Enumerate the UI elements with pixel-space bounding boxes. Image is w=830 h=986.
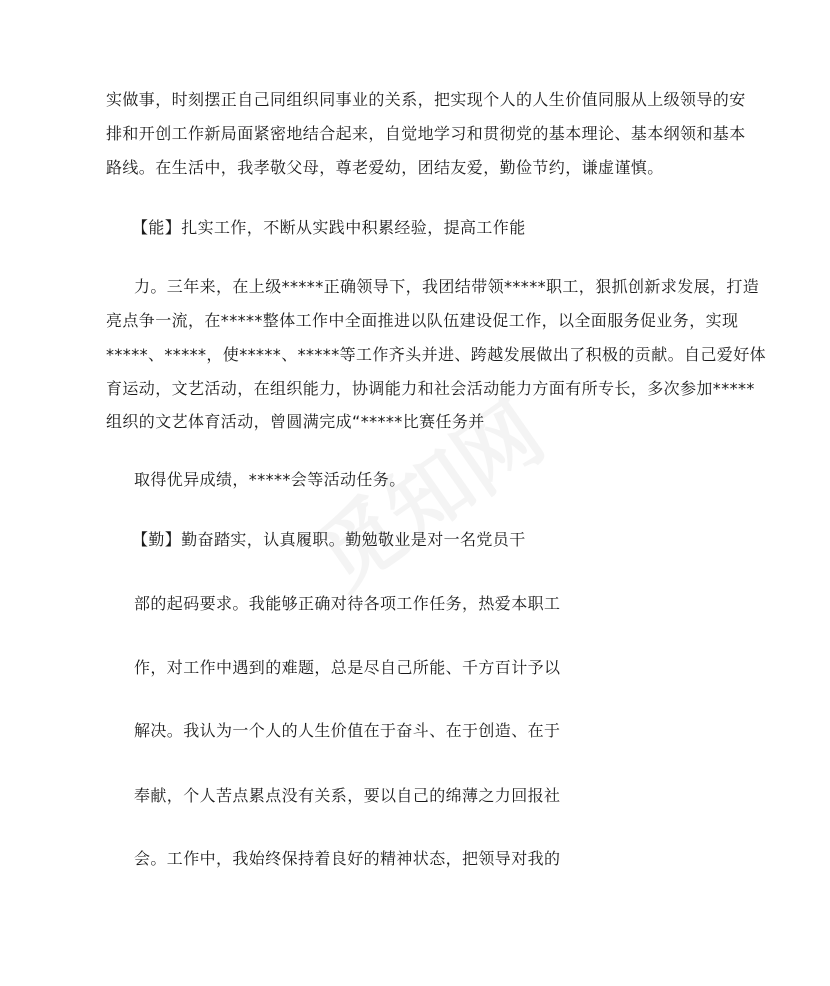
paragraph-line: 奉献，个人苦点累点没有关系，要以自己的绵薄之力回报社	[134, 786, 561, 805]
paragraph-line: 组织的文艺体育活动，曾圆满完成“*****比赛任务并	[106, 412, 485, 431]
paragraph-line: 亮点争一流，在*****整体工作中全面推进以队伍建设促工作，以全面服务促业务，实现	[106, 311, 739, 330]
paragraph-line: 实做事，时刻摆正自己同组织同事业的关系，把实现个人的人生价值同服从上级领导的安	[106, 90, 746, 109]
paragraph-line: 路线。在生活中，我孝敬父母，尊老爱幼，团结友爱，勤俭节约，谦虚谨慎。	[106, 158, 664, 177]
paragraph-line: 作，对工作中遇到的难题，总是尽自己所能、千方百计予以	[134, 658, 561, 677]
paragraph-line: 取得优异成绩，*****会等活动任务。	[134, 470, 406, 489]
paragraph-line: 排和开创工作新局面紧密地结合起来，自觉地学习和贯彻党的基本理论、基本纲领和基本	[106, 124, 746, 143]
paragraph-line: 部的起码要求。我能够正确对待各项工作任务，热爱本职工	[134, 594, 561, 613]
paragraph-line: *****、*****，使*****、*****等工作齐头并进、跨越发展做出了积极的贡献。自己爱好体	[106, 345, 767, 364]
section-heading-neng: 【能】扎实工作，不断从实践中积累经验，提高工作能	[132, 218, 526, 237]
watermark	[288, 369, 564, 613]
paragraph-line: 育运动，文艺活动，在组织能力，协调能力和社会活动能力方面有所专长，多次参加*****	[106, 379, 755, 398]
section-heading-qin: 【勤】勤奋踏实，认真履职。勤勉敬业是对一名党员干	[132, 530, 526, 549]
paragraph-line: 会。工作中，我始终保持着良好的精神状态，把领导对我的	[134, 849, 561, 868]
paragraph-line: 解决。我认为一个人的人生价值在于奋斗、在于创造、在于	[134, 721, 561, 740]
paragraph-line: 力。三年来，在上级*****正确领导下，我团结带领*****职工，狠抓创新求发展，打造	[134, 277, 760, 296]
